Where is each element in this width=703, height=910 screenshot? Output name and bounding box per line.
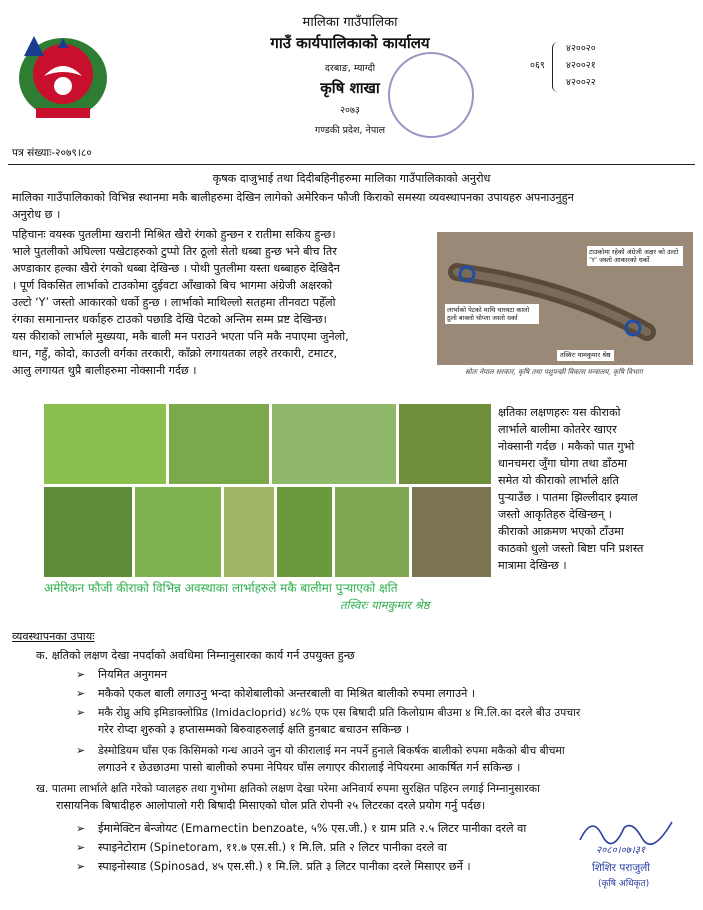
damage-photo: [44, 404, 166, 484]
paragraph-line: अण्डाकार हल्का खैरो रंगको धब्बा देखिन्छ । पोथी पुतलीमा यस्ता धब्बाहरु देखिदैन: [12, 262, 340, 275]
municipality-name: मालिका गाउँपालिका: [302, 15, 398, 30]
damage-paragraph: [498, 404, 698, 574]
damage-photo: [135, 487, 221, 577]
damage-photo: [399, 404, 491, 484]
paragraph-line: धान, गहुँ, कोदो, काउली वर्गका तरकारी, काँक्रो लगायतका लहरे तरकारी, टमाटर,: [12, 347, 338, 360]
damage-photo: [412, 487, 491, 577]
office-address: दरबाङ, म्याग्दी: [324, 63, 376, 74]
paragraph-line: कीराको आक्रमण भएको टाँउमा: [498, 525, 624, 538]
bullet-arrow-icon: ➢: [76, 841, 86, 854]
paragraph-line: । पूर्ण विकसित लार्भाको टाउकोमा दुईवटा आँखाको बिच भागमा अंग्रेजी अक्षरको: [12, 279, 333, 292]
paragraph-line: यस कीराको लार्भाले मुख्यया, मकै बाली मन पराउने भएता पनि मकै नपाएमा जुनेलो,: [12, 330, 349, 343]
photo-label-credit: तस्विरः यामकुमार श्रेष्ठ: [557, 350, 614, 361]
intro-line: अनुरोध छ ।: [12, 208, 61, 221]
office-stamp: [388, 52, 474, 138]
pesticide-item: ईमामेक्टिन बेन्जोयट (Emamectin benzoate, ५% एस.जी.) १ ग्राम प्रति २.५ लिटर पानीका दरले वा: [98, 822, 527, 835]
management-item-continued: लगाउने र छेउछाउमा पासो बालीको रुपमा नेपियर घाँस लगाएर कीरालाई नेपियरमा आकर्षित गर्न सकिन्छ ।: [98, 761, 521, 774]
reference-number: पत्र संख्याः-२०७९।८०: [12, 147, 92, 159]
damage-photo: [277, 487, 332, 577]
branch-name: कृषि शाखा: [320, 79, 380, 97]
phone-number: ४२००२०: [566, 43, 596, 54]
paragraph-line: क्षतिका लक्षणहरुः यस कीराको: [498, 406, 621, 419]
paragraph-line: भाले पुतलीको अघिल्ला पखेटाहरुको टुप्पो तिर ठूलो सेतो धब्बा हुन्छ भने बीच तिर: [12, 245, 337, 258]
management-section-kha-continued: रासायनिक बिषादीहरु आलोपालो गरी बिषादी मिसाएको घोल प्रति रोपनी २५ लिटरका दरले प्रयोग गर्नु पर्दछ।: [56, 799, 486, 812]
management-item-continued: गरेर रोप्दा शुरुको ३ हप्तासम्मको बिरुवाहरुलाई क्षति हुनबाट बचाउन सकिन्छ ।: [98, 723, 410, 736]
identification-paragraph: [12, 226, 432, 379]
phone-number: ४२००२१: [566, 60, 596, 71]
management-section-ka: क. क्षतिको लक्षण देखा नपर्दाको अवधिमा निम्नानुसारका कार्य गर्न उपयुक्त हुन्छ: [36, 649, 355, 662]
damage-photo: [224, 487, 274, 577]
signatory-name: शिशिर पराजुली: [592, 862, 650, 874]
municipality-emblem: [14, 16, 112, 126]
paragraph-line: धानचमरा जुँगा घोगा तथा डाँठमा: [498, 457, 628, 470]
paragraph-line: काठको धुलो जस्तो बिष्टा पनि प्रशस्त: [498, 542, 644, 555]
established-year: २०७३: [340, 105, 360, 116]
gallery-credit: तस्विरः यामकुमार श्रेष्ठ: [340, 598, 430, 612]
management-item: नियमित अनुगमन: [98, 668, 168, 681]
bullet-arrow-icon: ➢: [76, 687, 86, 700]
photo-label-head: टाउकोमा रहेको अंग्रेजी अक्षर को उल्टो ‘Y’ जस्तो आकारको धर्को: [587, 246, 683, 266]
photo-source: स्रोतः नेपाल सरकार, कृषि तथा पशुपन्छी विकास मन्त्रालय, कृषि विभाग: [465, 368, 643, 376]
paragraph-line: रंगका समानान्तर धर्काहरु टाउको पछाडि देखि पेटको अन्तिम सम्म प्रष्ट देखिन्छ।: [12, 313, 327, 326]
paragraph-line: जस्तो आकृतिहरु देखिन्छन् ।: [498, 508, 613, 521]
phone-number: ४२००२२: [566, 77, 596, 88]
paragraph-line: उल्टो ‘Y’ जस्तो आकारको धर्को हुन्छ । लार्भाको माथिल्लो सतहमा तीनवटा पहेँलो: [12, 296, 336, 309]
office-name: गाउँ कार्यपालिकाको कार्यालय: [270, 34, 430, 52]
pesticide-item: स्पाइनोस्याड (Spinosad, ४५ एस.सी.) १ मि.लि. प्रति ३ लिटर पानीका दरले मिसाएर छर्ने ।: [98, 860, 471, 873]
management-section-kha: ख. पातमा लार्भाले क्षति गरेको प्वालहरु तथा गुभोमा क्षतिको लक्षण देखा परेमा अनिवार्य रुपमा सुरक्षित पहिरन लगाई निम्नानुसारका: [36, 782, 540, 795]
signature-date: २०८०।०७।३१: [596, 845, 646, 856]
phone-brace: [552, 42, 563, 92]
management-heading: व्यवस्थापनका उपायः: [12, 630, 95, 643]
paragraph-line: लार्भाले बालीमा कोतरेर खाएर: [498, 423, 617, 436]
paragraph-line: समेत यो कीराको लार्भाले क्षति: [498, 474, 619, 487]
header-divider: [8, 164, 695, 165]
damage-photo: [335, 487, 409, 577]
management-item: मकैको एकल बाली लगाउनु भन्दा कोशेबालीको अन्तरबाली वा मिश्रित बालीको रुपमा लगाउने ।: [98, 687, 476, 700]
gallery-caption: अमेरिकन फौजी कीराको विभिन्न अवस्थाका लार्भाहरुले मकै बालीमा पुर्‍याएको क्षति: [44, 581, 398, 595]
bullet-arrow-icon: ➢: [76, 706, 86, 719]
damage-photo: [169, 404, 269, 484]
paragraph-line: आलु लगायत थुप्रै बालीहरुमा नोक्सानी गर्दछ ।: [12, 364, 197, 377]
bullet-arrow-icon: ➢: [76, 860, 86, 873]
management-item: डेस्मोडियम घाँस एक किसिमको गन्ध आउने जुन यो कीरालाई मन नपर्ने हुनाले बिकर्षक बालीको रुपमा मकैको बीच बीचमा: [98, 744, 565, 757]
larva-photo: [437, 232, 693, 365]
signatory-title: (कृषि अधिकृत): [598, 879, 650, 889]
bullet-arrow-icon: ➢: [76, 744, 86, 757]
paragraph-line: पुर्‍याउँछ । पातमा झिल्लीदार झ्याल: [498, 491, 638, 504]
bullet-arrow-icon: ➢: [76, 822, 86, 835]
pesticide-item: स्पाइनेटोराम (Spinetoram, ११.७ एस.सी.) १ मि.लि. प्रति २ लिटर पानीका दरले वा: [98, 841, 447, 854]
intro-line: मालिका गाउँपालिकाको विभिन्न स्थानमा मकै बालीहरुमा देखिन लागेको अमेरिकन फौजी किराको समस्या व्यवस्थापनका उपायहरु अपनाउनुहुन: [12, 191, 574, 204]
paragraph-line: नोक्सानी गर्दछ । मकैको पात गुभो: [498, 440, 635, 453]
paragraph-line: पहिचानः वयस्क पुतलीमा खरानी मिश्रित खैरो रंगको हुन्छन र रातीमा सकिय हुन्छ।: [12, 228, 336, 241]
management-item: मकै रोप्नु अघि इमिडाक्लोप्रिड (Imidacloprid) ४८% एफ एस बिषादी प्रति किलोग्राम बीउमा ४ मि.लि.का दरले बीउ उपचार: [98, 706, 581, 719]
damage-photo: [44, 487, 132, 577]
phone-prefix: ०६९: [530, 60, 545, 71]
photo-label-body: लार्भाको पेटको माथि चारवटा कालो ठुलो बाक्लो थोप्ला जस्तो धर्का: [445, 304, 539, 324]
damage-photo: [272, 404, 396, 484]
bullet-arrow-icon: ➢: [76, 668, 86, 681]
subject-line: कृषक दाजुभाई तथा दिदीबहिनीहरुमा मालिका गाउँपालिकाको अनुरोध: [212, 172, 491, 185]
paragraph-line: मात्रामा देखिन्छ ।: [498, 559, 567, 572]
province-name: गण्डकी प्रदेश, नेपाल: [314, 125, 386, 136]
